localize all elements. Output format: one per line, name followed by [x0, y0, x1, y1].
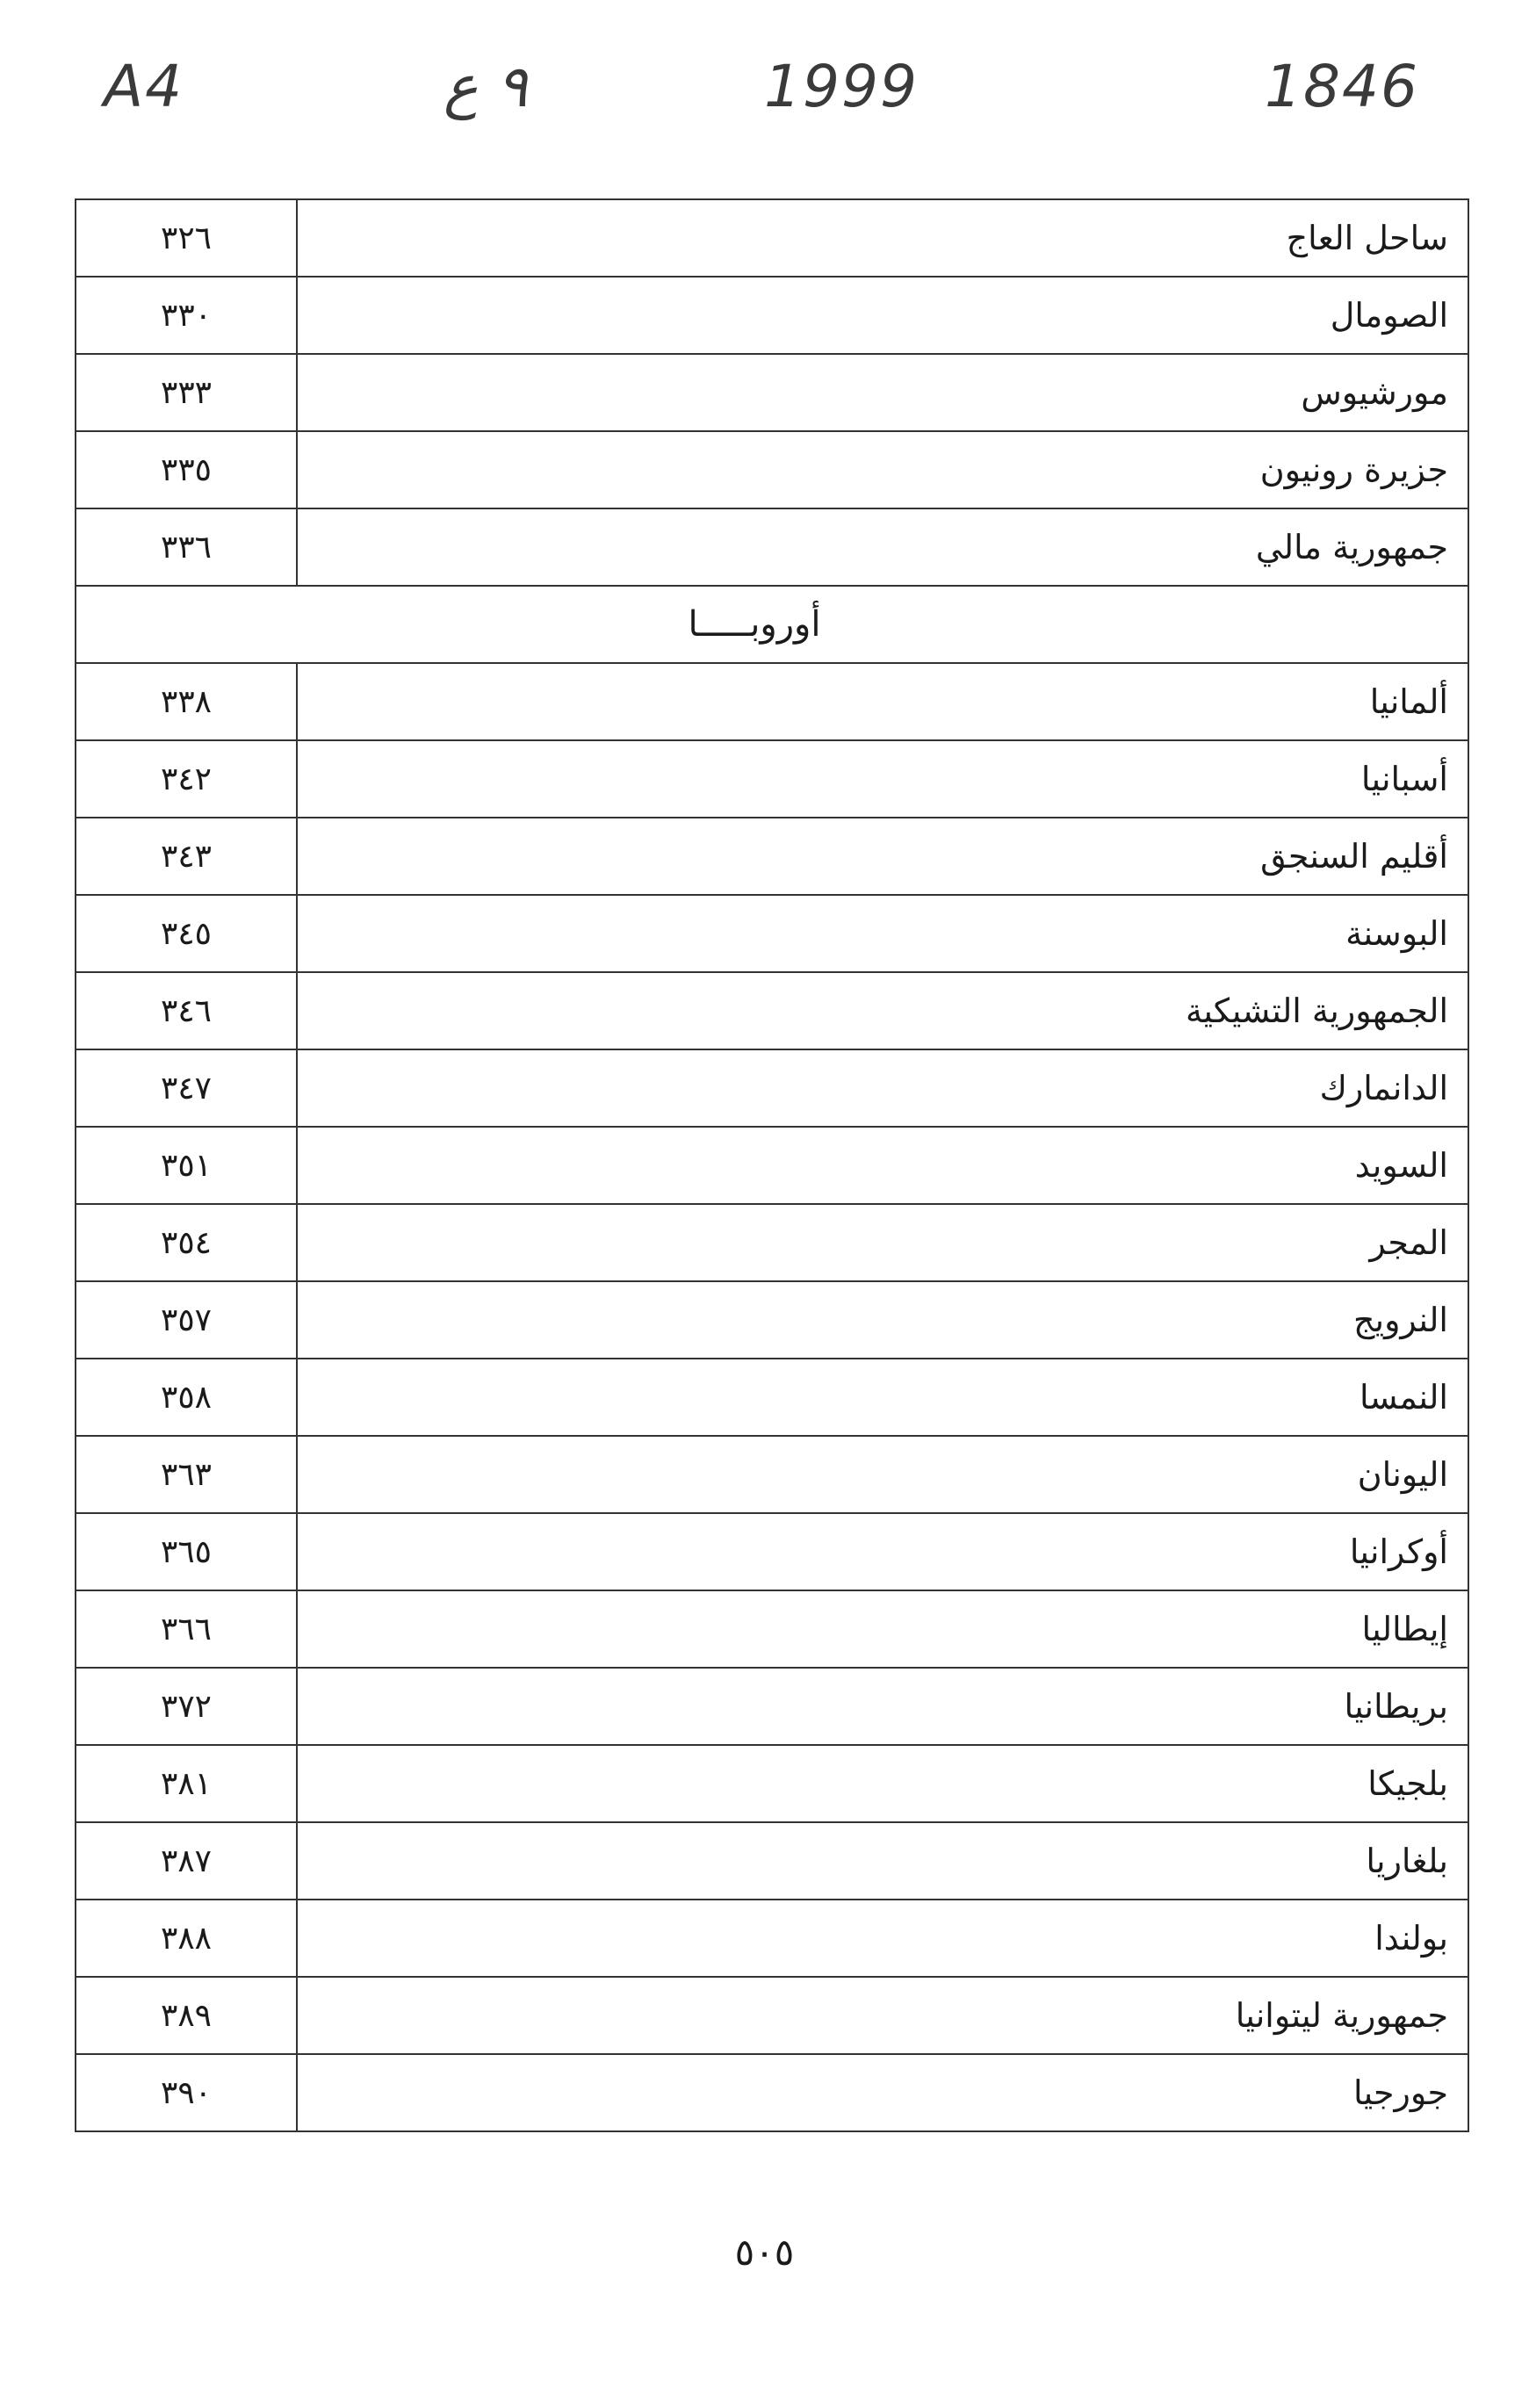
table-row — [76, 1745, 1468, 1822]
country-name: اليونان — [297, 1436, 1468, 1513]
table-row — [76, 663, 1468, 740]
handwritten-annotation-year: 1999 — [764, 53, 919, 120]
table-row — [76, 972, 1468, 1049]
table-row — [76, 1049, 1468, 1127]
country-name: أوكرانيا — [297, 1513, 1468, 1590]
page-ref: ٣٤٦ — [76, 972, 297, 1049]
page-ref: ٣٩٠ — [76, 2054, 297, 2131]
page-ref: ٣٢٦ — [76, 199, 297, 277]
country-name: الجمهورية التشيكية — [297, 972, 1468, 1049]
country-name: بلجيكا — [297, 1745, 1468, 1822]
country-name: السويد — [297, 1127, 1468, 1204]
page-ref: ٣٣٣ — [76, 354, 297, 431]
country-name: النرويج — [297, 1281, 1468, 1359]
handwritten-annotation-b: ٩ ع — [444, 53, 528, 120]
table-row — [76, 1822, 1468, 1900]
country-name: جزيرة رونيون — [297, 431, 1468, 508]
country-name: بريطانيا — [297, 1668, 1468, 1745]
page-ref: ٣٥٤ — [76, 1204, 297, 1281]
page-ref: ٣٤٢ — [76, 740, 297, 818]
country-name: إيطاليا — [297, 1590, 1468, 1668]
page-ref: ٣٥٧ — [76, 1281, 297, 1359]
table-row — [76, 431, 1468, 508]
table-row — [76, 277, 1468, 354]
table-row — [76, 1281, 1468, 1359]
country-name: بلغاريا — [297, 1822, 1468, 1900]
page-ref: ٣٣٠ — [76, 277, 297, 354]
table-row — [76, 1590, 1468, 1668]
page-ref: ٣٤٧ — [76, 1049, 297, 1127]
page-ref: ٣٤٣ — [76, 818, 297, 895]
section-heading-cell — [76, 586, 1468, 663]
country-name: النمسا — [297, 1359, 1468, 1436]
page-ref: ٣٣٦ — [76, 508, 297, 586]
page-ref: ٣٨٧ — [76, 1822, 297, 1900]
page-ref: ٣٦٥ — [76, 1513, 297, 1590]
table-row — [76, 1359, 1468, 1436]
country-name: ألمانيا — [297, 663, 1468, 740]
country-name: الدانمارك — [297, 1049, 1468, 1127]
page-ref: ٣٧٢ — [76, 1668, 297, 1745]
table-row — [76, 354, 1468, 431]
country-name: مورشيوس — [297, 354, 1468, 431]
table-row — [76, 199, 1468, 277]
page-ref: ٣٦٦ — [76, 1590, 297, 1668]
page-ref: ٣٨٨ — [76, 1900, 297, 1977]
table-row — [76, 508, 1468, 586]
page-number: ٥٠٥ — [734, 2231, 795, 2274]
section-title: أوروبـــــا — [688, 604, 821, 645]
country-name: أقليم السنجق — [297, 818, 1468, 895]
country-name: جمهورية مالي — [297, 508, 1468, 586]
table-row — [76, 740, 1468, 818]
index-table — [75, 198, 1469, 2132]
table-row — [76, 818, 1468, 895]
page-ref: ٣٥١ — [76, 1127, 297, 1204]
country-name: جمهورية ليتوانيا — [297, 1977, 1468, 2054]
table-row — [76, 1668, 1468, 1745]
country-name: البوسنة — [297, 895, 1468, 972]
table-row — [76, 1513, 1468, 1590]
table-row — [76, 1436, 1468, 1513]
country-name: المجر — [297, 1204, 1468, 1281]
page-ref: ٣٨٩ — [76, 1977, 297, 2054]
page-ref: ٣٥٨ — [76, 1359, 297, 1436]
page-ref: ٣٣٨ — [76, 663, 297, 740]
table-row — [76, 1127, 1468, 1204]
table-row — [76, 1977, 1468, 2054]
table-row — [76, 2054, 1468, 2131]
table-row — [76, 1204, 1468, 1281]
country-name: جورجيا — [297, 2054, 1468, 2131]
country-name: الصومال — [297, 277, 1468, 354]
table-row — [76, 1900, 1468, 1977]
page-ref: ٣٦٣ — [76, 1436, 297, 1513]
page-ref: ٣٤٥ — [76, 895, 297, 972]
handwritten-annotation-a: A4 — [104, 53, 184, 120]
table-row — [76, 895, 1468, 972]
country-name: ساحل العاج — [297, 199, 1468, 277]
section-row — [76, 586, 1468, 663]
handwritten-annotation-number: 1846 — [1265, 53, 1419, 120]
page-ref: ٣٣٥ — [76, 431, 297, 508]
country-name: أسبانيا — [297, 740, 1468, 818]
country-name: بولندا — [297, 1900, 1468, 1977]
page-ref: ٣٨١ — [76, 1745, 297, 1822]
